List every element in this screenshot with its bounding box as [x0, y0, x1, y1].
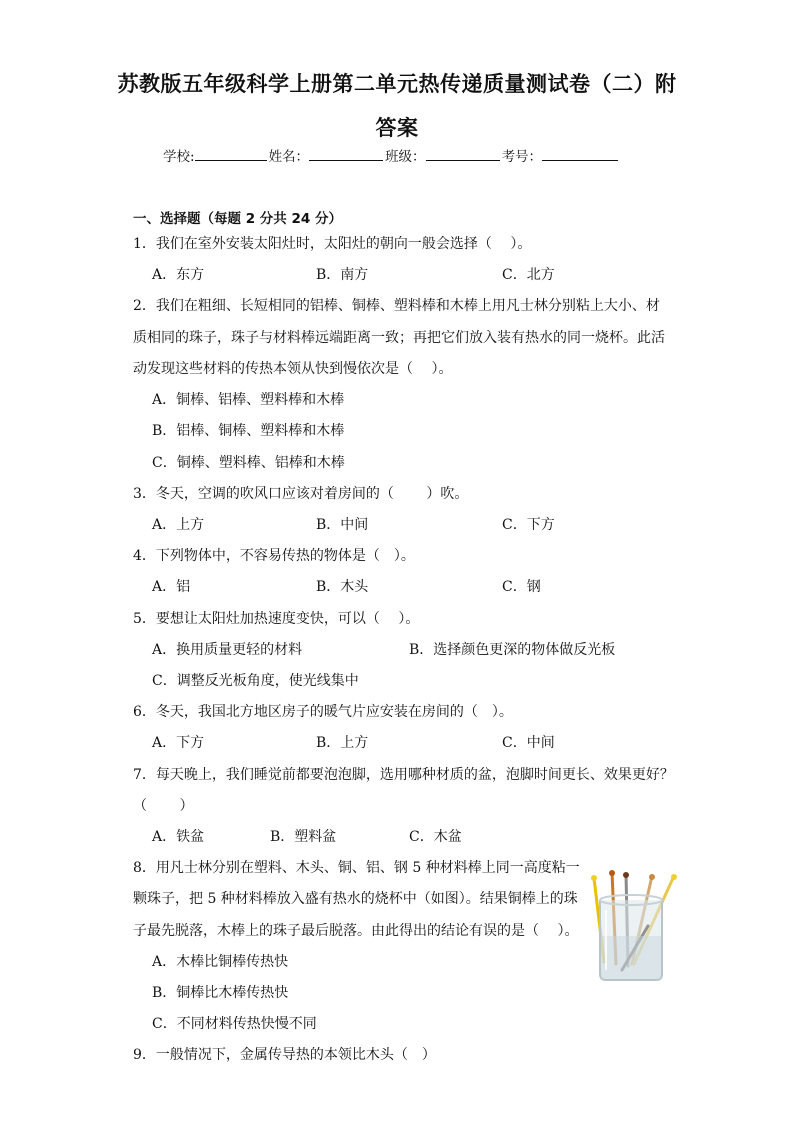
question-3: 3．冬天，空调的吹风口应该对着房间的（ ）吹。 [133, 486, 469, 502]
class-label: 班级： [385, 149, 426, 165]
q8-option-b: B．铜棒比木棒传热快 [152, 985, 289, 1001]
school-label: 学校: [163, 149, 195, 165]
q1-option-a: A．东方 [152, 267, 205, 283]
section-heading: 一、选择题（每题 2 分共 24 分） [133, 211, 342, 227]
q7-option-b: B．塑料盆 [270, 829, 337, 845]
q5-option-b: B．选择颜色更深的物体做反光板 [409, 642, 616, 658]
name-label: 姓名： [268, 149, 310, 165]
q4-option-c: C．钢 [502, 579, 541, 595]
number-label: 考号： [501, 149, 543, 165]
school-blank[interactable] [195, 146, 267, 161]
question-1: 1．我们在室外安装太阳灶时，太阳灶的朝向一般会选择（ ）。 [133, 236, 532, 252]
q8-option-a: A．木棒比铜棒传热快 [152, 954, 289, 970]
q2-option-a: A．铜棒、铝棒、塑料棒和木棒 [152, 392, 345, 408]
question-8-line3: 子最先脱落，木棒上的珠子最后脱落。由此得出的结论有误的是（ ）。 [133, 923, 579, 939]
q5-option-a: A．换用质量更轻的材料 [152, 642, 303, 658]
beaker-with-rods-icon [586, 866, 682, 984]
question-7-line1: 7．每天晚上，我们睡觉前都要泡泡脚，选用哪种材质的盆，泡脚时间更长、效果更好？ [133, 767, 674, 783]
question-2-line1: 2．我们在粗细、长短相同的铝棒、铜棒、塑料棒和木棒上用凡士林分别粘上大小、材 [133, 298, 660, 314]
q6-option-c: C．中间 [502, 735, 555, 751]
q5-option-c: C．调整反光板角度，使光线集中 [152, 673, 359, 689]
student-info-row [163, 145, 620, 165]
question-2-line2: 质相同的珠子，珠子与材料棒远端距离一致；再把它们放入装有热水的同一烧杯。此活 [133, 330, 665, 346]
question-2-line3: 动发现这些材料的传热本领从快到慢依次是（ ）。 [133, 361, 453, 377]
number-blank[interactable] [542, 146, 618, 161]
name-blank[interactable] [309, 146, 383, 161]
q7-option-c: C．木盆 [409, 829, 462, 845]
q3-option-b: B．中间 [316, 517, 369, 533]
question-6: 6．冬天，我国北方地区房子的暖气片应安装在房间的（ ）。 [133, 704, 513, 720]
q6-option-a: A．下方 [152, 735, 205, 751]
q8-option-c: C．不同材料传热快慢不同 [152, 1016, 317, 1032]
question-8-line1: 8．用凡士林分别在塑料、木头、铜、铝、钢 5 种材料棒上同一高度粘一 [133, 860, 580, 876]
exam-title-line2: 答案 [375, 116, 419, 140]
q6-option-b: B．上方 [316, 735, 369, 751]
q3-option-c: C．下方 [502, 517, 555, 533]
question-5: 5．要想让太阳灶加热速度变快，可以（ ）。 [133, 611, 420, 627]
q2-option-b: B．铝棒、铜棒、塑料棒和木棒 [152, 423, 345, 439]
q2-option-c: C．铜棒、塑料棒、铝棒和木棒 [152, 455, 345, 471]
q1-option-c: C．北方 [502, 267, 555, 283]
exam-title-line1: 苏教版五年级科学上册第二单元热传递质量测试卷（二）附 [117, 72, 677, 96]
q1-option-b: B．南方 [316, 267, 369, 283]
question-8-line2: 颗珠子，把 5 种材料棒放入盛有热水的烧杯中（如图）。结果铜棒上的珠 [133, 891, 578, 907]
q7-option-a: A．铁盆 [152, 829, 205, 845]
question-7-line2: （ ） [133, 798, 194, 814]
question-4: 4．下列物体中，不容易传热的物体是（ ）。 [133, 548, 415, 564]
q3-option-a: A．上方 [152, 517, 205, 533]
question-9: 9．一般情况下，金属传导热的本领比木头（ ） [133, 1047, 436, 1063]
class-blank[interactable] [426, 146, 500, 161]
q4-option-b: B．木头 [316, 579, 369, 595]
q4-option-a: A．铝 [152, 579, 191, 595]
